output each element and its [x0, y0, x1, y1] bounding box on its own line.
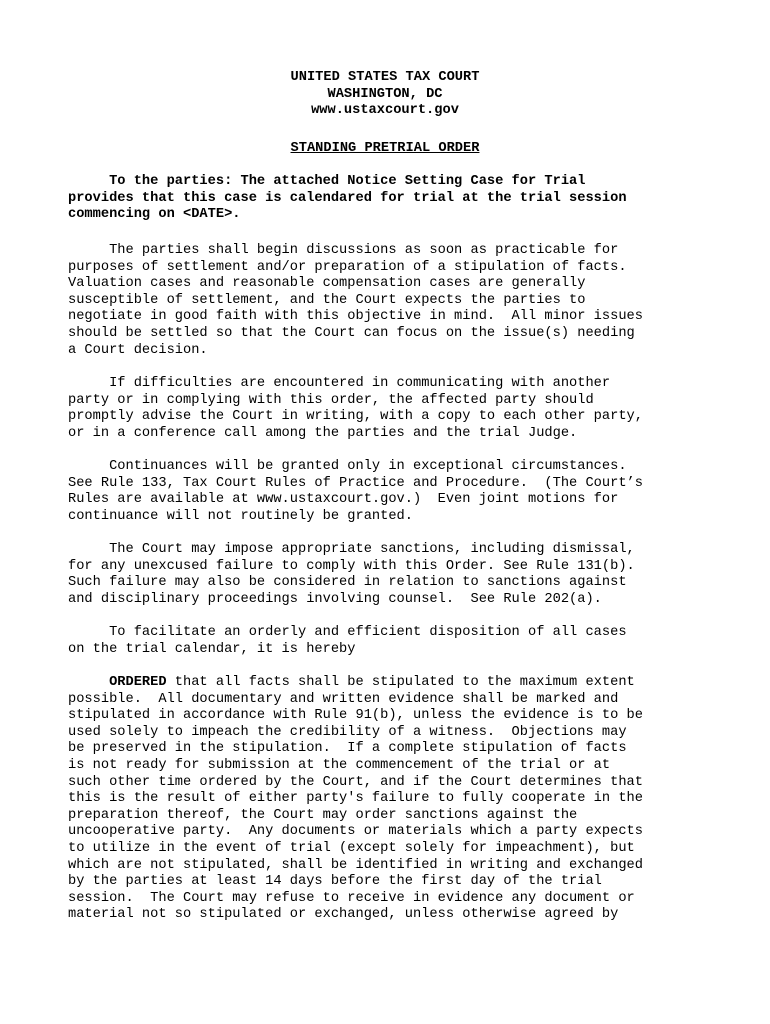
facilitate-paragraph — [68, 625, 748, 658]
paragraph-line: purposes of settlement and/or preparation of a stipulation of facts. — [68, 259, 627, 275]
paragraph-line: To facilitate an orderly and efficient disposition of all cases — [68, 625, 627, 640]
paragraph-line: Valuation cases and reasonable compensation cases are generally — [68, 276, 586, 292]
court-website: www.ustaxcourt.gov — [311, 103, 459, 119]
paragraph-line: The Court may impose appropriate sanctions, including dismissal, — [68, 542, 635, 557]
paragraph-line: or in a conference call among the parties and the trial Judge. — [68, 425, 578, 441]
paragraph-line: and disciplinary proceedings involving counsel. See Rule 202(a). — [68, 591, 602, 607]
paragraph-line: susceptible of settlement, and the Court expects the parties to — [68, 292, 586, 308]
court-header — [0, 70, 770, 120]
ordered-paragraph — [68, 675, 748, 924]
paragraph-line: provides that this case is calendared for trial at the trial session — [68, 190, 627, 206]
paragraph-line: should be settled so that the Court can focus on the issue(s) needing — [68, 325, 635, 341]
paragraph-line: material not so stipulated or exchanged, unless otherwise agreed by — [68, 907, 619, 923]
paragraph-line: To the parties: The attached Notice Setting Case for Trial — [68, 174, 586, 189]
paragraph-line: The parties shall begin discussions as soon as practicable for — [68, 243, 619, 258]
paragraph-line: for any unexcused failure to comply with this Order. See Rule 131(b). — [68, 558, 635, 574]
continuances-paragraph — [68, 459, 748, 525]
paragraph-line: If difficulties are encountered in communicating with another — [68, 376, 611, 391]
paragraph-line: preparation thereof, the Court may order sanctions against the — [68, 807, 578, 823]
settlement-paragraph — [68, 243, 748, 359]
paragraph-line: possible. All documentary and written evidence shall be marked and — [68, 691, 619, 707]
paragraph-line: used solely to impeach the credibility of a witness. Objections may — [68, 724, 627, 740]
paragraph-line: be preserved in the stipulation. If a complete stipulation of facts — [68, 741, 627, 757]
paragraph-line: this is the result of either party's failure to fully cooperate in the — [68, 791, 643, 807]
paragraph-line: promptly advise the Court in writing, with a copy to each other party, — [68, 409, 643, 425]
paragraph-line: uncooperative party. Any documents or materials which a party expects — [68, 824, 643, 840]
intro-paragraph — [68, 174, 748, 224]
paragraph-line: such other time ordered by the Court, and if the Court determines that — [68, 774, 643, 790]
indent — [68, 675, 109, 690]
paragraph-line: Such failure may also be considered in relation to sanctions against — [68, 575, 627, 591]
paragraph-line: Rules are available at www.ustaxcourt.gov.) Even joint motions for — [68, 492, 619, 508]
paragraph-line: negotiate in good faith with this objective in mind. All minor issues — [68, 309, 643, 325]
court-city: WASHINGTON, DC — [327, 86, 443, 102]
sanctions-paragraph — [68, 542, 748, 608]
paragraph-line: by the parties at least 14 days before the first day of the trial — [68, 874, 602, 890]
paragraph-line: a Court decision. — [68, 342, 208, 358]
ordered-keyword: ORDERED — [109, 675, 167, 690]
paragraph-line: on the trial calendar, it is hereby — [68, 641, 356, 657]
paragraph-line — [68, 675, 748, 692]
paragraph-line: stipulated in accordance with Rule 91(b), unless the evidence is to be — [68, 708, 643, 724]
paragraph-line: continuance will not routinely be granted. — [68, 508, 413, 524]
ordered-first-line: that all facts shall be stipulated to the maximum extent — [166, 675, 635, 690]
court-name: UNITED STATES TAX COURT — [290, 70, 480, 85]
paragraph-line: party or in complying with this order, the affected party should — [68, 392, 594, 408]
paragraph-line: See Rule 133, Tax Court Rules of Practice and Procedure. (The Court’s — [68, 475, 643, 491]
paragraph-line: commencing on <DATE>. — [68, 207, 241, 223]
paragraph-line: is not ready for submission at the commencement of the trial or at — [68, 757, 611, 773]
paragraph-line: Continuances will be granted only in exceptional circumstances. — [68, 459, 627, 474]
document-title: STANDING PRETRIAL ORDER — [290, 141, 480, 156]
paragraph-line: to utilize in the event of trial (except solely for impeachment), but — [68, 840, 635, 856]
paragraph-line: which are not stipulated, shall be identified in writing and exchanged — [68, 857, 643, 873]
difficulties-paragraph — [68, 376, 748, 442]
paragraph-line: session. The Court may refuse to receive in evidence any document or — [68, 890, 635, 906]
